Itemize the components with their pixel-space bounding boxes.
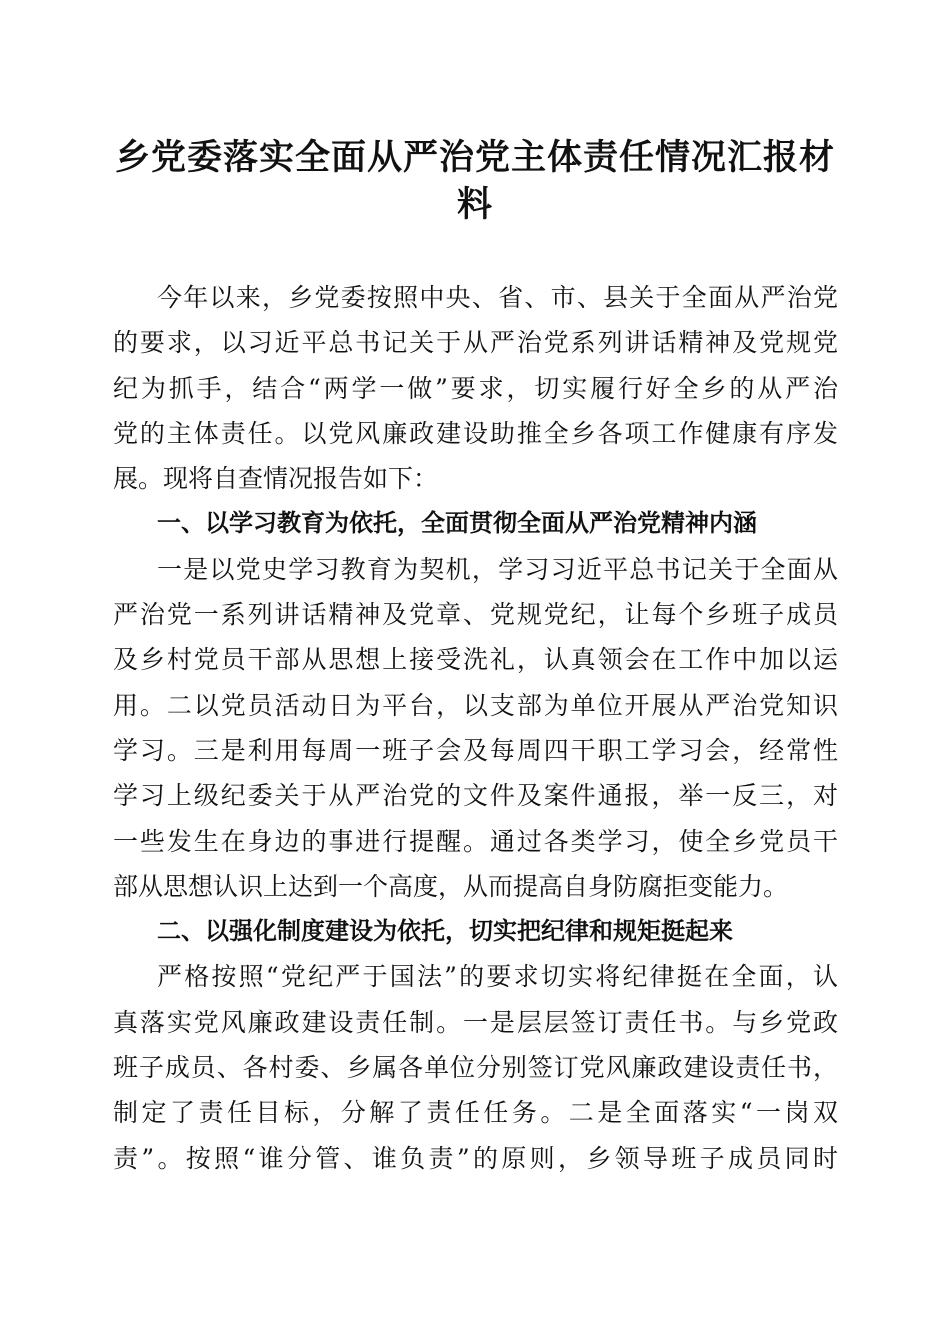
- text-line: 一些发生在身边的事进行提醒。通过各类学习，使全乡党员干: [113, 826, 838, 856]
- paragraph: [113, 954, 838, 1180]
- section-heading: [113, 909, 838, 954]
- text-line: 今年以来，乡党委按照中央、省、市、县关于全面从严治党: [157, 283, 838, 312]
- text-line: 学习上级纪委关于从严治党的文件及案件通报，举一反三，对: [113, 781, 838, 811]
- text-line: 真落实党风廉政建设责任制。一是层层签订责任书。与乡党政: [113, 1007, 838, 1037]
- text-line: 的要求，以习近平总书记关于从严治党系列讲话精神及党规党: [113, 328, 838, 358]
- text-line: 部从思想认识上达到一个高度，从而提高自身防腐拒变能力。: [113, 871, 789, 901]
- text-line: 责”。按照“谁分管、谁负责”的原则，乡领导班子成员同时: [113, 1143, 838, 1173]
- text-line: 严治党一系列讲话精神及党章、党规党纪，让每个乡班子成员: [113, 600, 838, 630]
- title-line: 乡党委落实全面从严治党主体责任情况汇报材: [114, 137, 835, 178]
- text-line: 及乡村党员干部从思想上接受洗礼，认真领会在工作中加以运: [113, 645, 838, 675]
- text-line: 制定了责任目标，分解了责任任务。二是全面落实“一岗双: [113, 1098, 838, 1128]
- text-line: 二、以强化制度建设为依托，切实把纪律和规矩挺起来: [157, 917, 733, 946]
- document-body: [113, 275, 838, 1181]
- text-line: 展。现将自查情况报告如下：: [113, 464, 439, 494]
- paragraph: [113, 547, 838, 909]
- document-title: [100, 134, 850, 228]
- text-line: 用。二以党员活动日为平台，以支部为单位开展从严治党知识: [113, 690, 838, 720]
- text-line: 党的主体责任。以党风廉政建设助推全乡各项工作健康有序发: [113, 418, 838, 448]
- text-line: 一、以学习教育为依托，全面贯彻全面从严治党精神内涵: [157, 509, 757, 538]
- text-line: 纪为抓手，结合“两学一做”要求，切实履行好全乡的从严治: [113, 373, 838, 403]
- text-line: 班子成员、各村委、乡属各单位分别签订党风廉政建设责任书，: [113, 1053, 838, 1083]
- title-line: 料: [456, 184, 493, 225]
- text-line: 学习。三是利用每周一班子会及每周四干职工学习会，经常性: [113, 735, 838, 765]
- text-line: 一是以党史学习教育为契机，学习习近平总书记关于全面从: [157, 554, 838, 584]
- section-heading: [113, 501, 838, 546]
- text-line: 严格按照“党纪严于国法”的要求切实将纪律挺在全面，认: [157, 962, 838, 992]
- paragraph: [113, 275, 838, 501]
